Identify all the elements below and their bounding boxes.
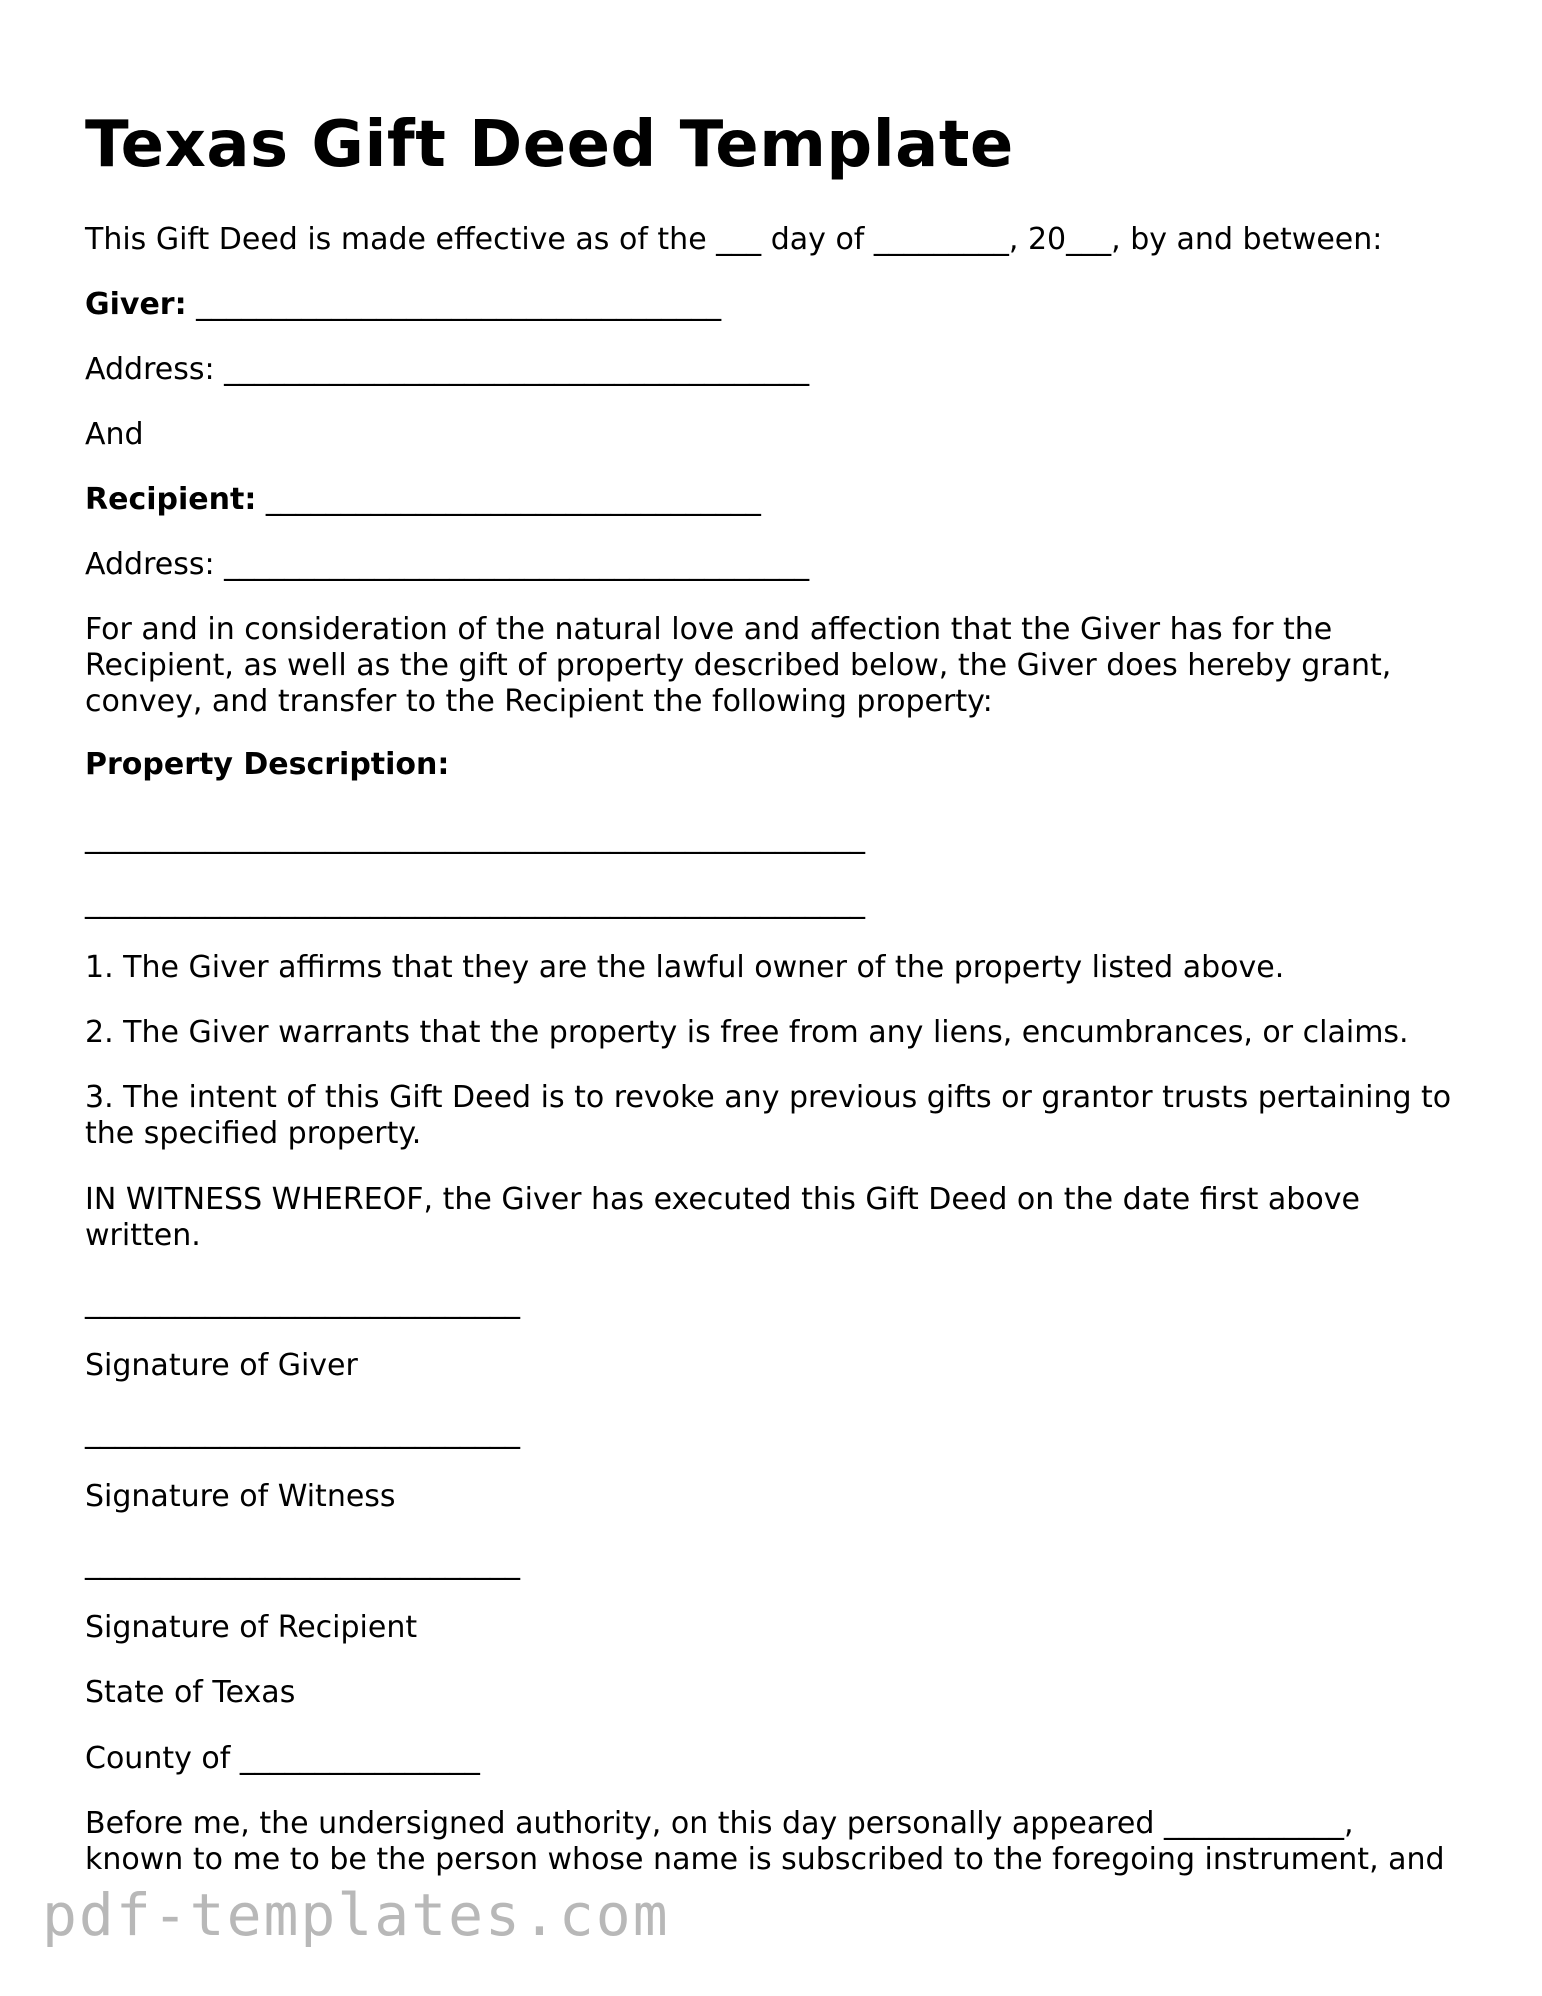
clause-2: 2. The Giver warrants that the property is free from any liens, encumbrances, or claims. bbox=[85, 1015, 1409, 1050]
signature-line-giver: _____________________________ bbox=[85, 1285, 520, 1320]
signature-label-recipient: Signature of Recipient bbox=[85, 1610, 418, 1645]
recipient-blank: _________________________________ bbox=[265, 482, 761, 517]
signature-label-giver: Signature of Giver bbox=[85, 1348, 358, 1383]
signature-line-witness: _____________________________ bbox=[85, 1415, 520, 1450]
watermark: pdf-templates.com bbox=[42, 1881, 670, 1949]
notary-paragraph: Before me, the undersigned authority, on this day personally appeared ____________, known to me to be the person whose name is subscribed to the foregoing instrument, and bbox=[85, 1806, 1445, 1877]
recipient-address-line: Address: _______________________________________ bbox=[85, 547, 810, 582]
property-description-line-2: ____________________________________________________ bbox=[85, 885, 865, 920]
property-description-line-1: ____________________________________________________ bbox=[85, 820, 865, 855]
page-title: Texas Gift Deed Template bbox=[85, 108, 1014, 182]
recipient-label: Recipient: bbox=[85, 482, 257, 517]
county-line: County of ________________ bbox=[85, 1741, 480, 1776]
signature-line-recipient: _____________________________ bbox=[85, 1546, 520, 1581]
property-description-label: Property Description: bbox=[85, 747, 450, 782]
and-text: And bbox=[85, 417, 144, 452]
giver-blank: ___________________________________ bbox=[196, 287, 722, 322]
clause-1: 1. The Giver affirms that they are the lawful owner of the property listed above. bbox=[85, 950, 1285, 985]
giver-address-line: Address: _______________________________________ bbox=[85, 352, 810, 387]
clause-3: 3. The intent of this Gift Deed is to revoke any previous gifts or grantor trusts pertaining to the specified property. bbox=[85, 1080, 1452, 1151]
signature-label-witness: Signature of Witness bbox=[85, 1479, 396, 1514]
consideration-paragraph: For and in consideration of the natural love and affection that the Giver has for the Recipient, as well as the gift of property described below, the Giver does hereby grant, convey, and transfer to the Recipient the following property: bbox=[85, 612, 1392, 719]
state-line: State of Texas bbox=[85, 1675, 296, 1710]
intro-line: This Gift Deed is made effective as of the ___ day of _________, 20___, by and between: bbox=[85, 222, 1383, 257]
recipient-line bbox=[85, 482, 761, 518]
witness-statement: IN WITNESS WHEREOF, the Giver has executed this Gift Deed on the date first above written. bbox=[85, 1182, 1360, 1253]
giver-line bbox=[85, 287, 721, 323]
giver-label: Giver: bbox=[85, 287, 187, 322]
